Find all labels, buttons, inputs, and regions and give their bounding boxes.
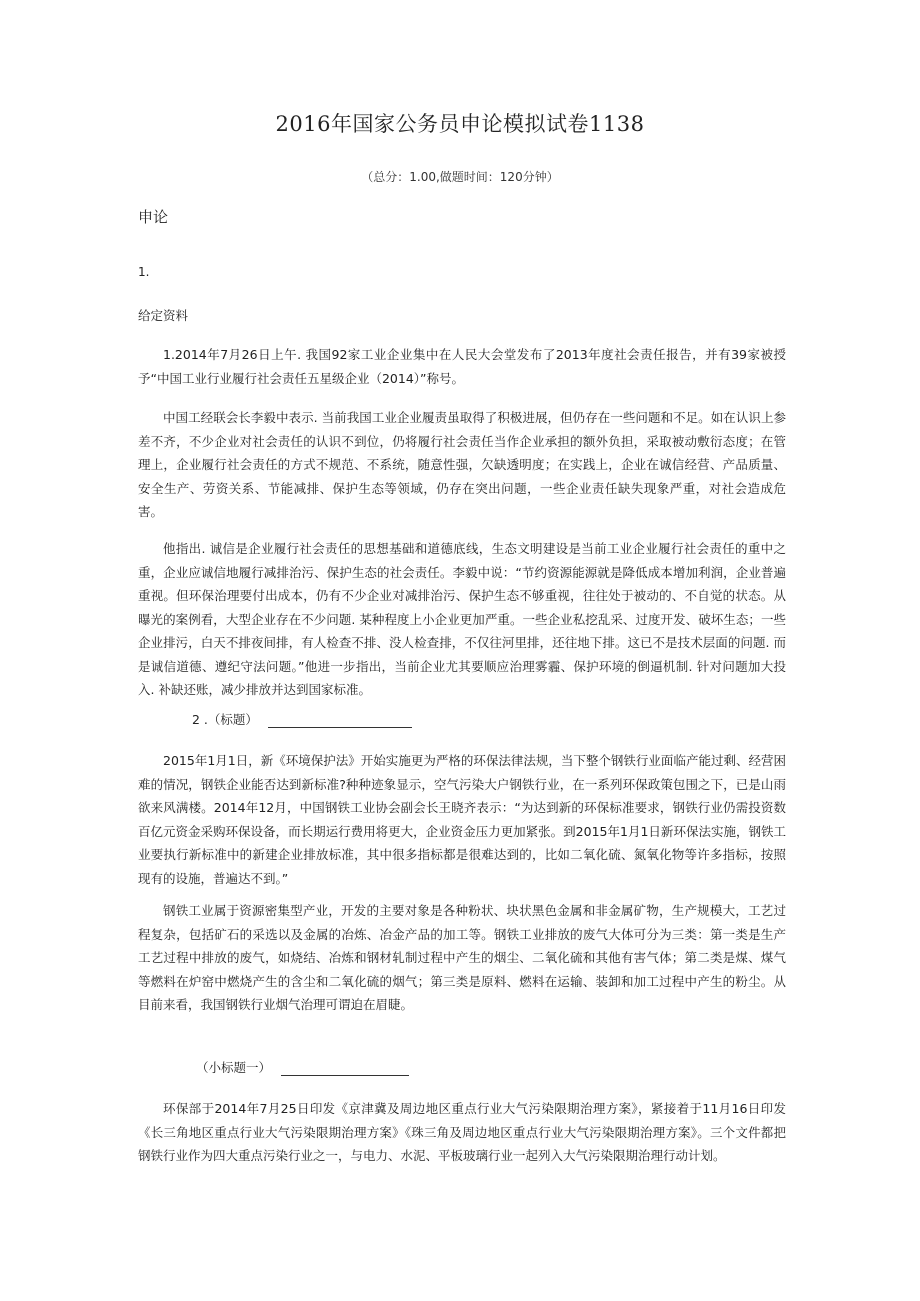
document-title: 2016年国家公务员申论模拟试卷1138 — [275, 112, 645, 136]
paragraph-2: 中国工经联会长李毅中表示. 当前我国工业企业履责虽取得了积极进展，但仍存在一些问题和不足。如在认识上参差不齐，不少企业对社会责任的认识不到位，仍将履行社会责任当作企业承担的额外负担，采取被动敷衍态度；在管理上，企业履行社会责任的方式不规范、不系统，随意性强，欠缺透明度；在实践上，企业在诚信经营、产品质量、安全生产、劳资关系、节能减排、保护生态等领域，仍存在突出问题，一些企业责任缺失现象严重，对社会造成危害。 — [138, 410, 786, 519]
subheading-1-label: （小标题一） — [196, 1060, 272, 1075]
paragraph-5: 钢铁工业属于资源密集型产业，开发的主要对象是各种粉状、块状黑色金属和非金属矿物，生产规模大，工艺过程复杂，包括矿石的采选以及金属的冶炼、冶金产品的加工等。钢铁工业排放的废气大体可分为三类：第一类是生产工艺过程中排放的废气，如烧结、冶炼和钢材轧制过程中产生的烟尘、二氧化硫和其他有害气体；第二类是煤、煤气等燃料在炉窑中燃烧产生的含尘和二氧化硫的烟气；第三类是原料、燃料在运输、装卸和加工过程中产生的粉尘。从目前来看，我国钢铁行业烟气治理可谓迫在眉睫。 — [138, 903, 786, 1012]
exam-meta: （总分：1.00,做题时间：120分钟） — [361, 170, 559, 184]
title-blank[interactable] — [268, 713, 412, 728]
paragraph-1: 1.2014年7月26日上午. 我国92家工业企业集中在人民大会堂发布了2013年度社会责任报告，并有39家被授予“中国工业行业履行社会责任五星级企业（2014）”称号。 — [138, 347, 786, 386]
question-number: 1. — [138, 265, 150, 279]
section-heading: 申论 — [138, 208, 169, 226]
subtitle-blank[interactable] — [281, 1061, 409, 1076]
heading-2-label: 2 .（标题） — [192, 712, 258, 727]
paragraph-6: 环保部于2014年7月25日印发《京津冀及周边地区重点行业大气污染限期治理方案》，紧接着于11月16日印发《长三角地区重点行业大气污染限期治理方案》《珠三角及周边地区重点行业大气污染限期治理方案》。三个文件都把钢铁行业作为四大重点污染行业之一，与电力、水泥、平板玻璃行业一起列入大气污染限期治理行动计划。 — [138, 1101, 786, 1163]
heading-2 — [192, 710, 412, 728]
paragraph-4: 2015年1月1日，新《环境保护法》开始实施更为严格的环保法律法规，当下整个钢铁行业面临产能过剩、经营困难的情况，钢铁企业能否达到新标准?种种迹象显示，空气污染大户钢铁行业，在一系列环保政策包围之下，已是山雨欲来风满楼。2014年12月，中国钢铁工业协会副会长王晓齐表示：“为达到新的环保标准要求，钢铁行业仍需投资数百亿元资金采购环保设备，而长期运行费用将更大，企业资金压力更加紧张。到2015年1月1日新环保法实施，钢铁工业要执行新标准中的新建企业排放标准，其中很多指标都是很难达到的，比如二氧化硫、氮氧化物等许多指标，按照现有的设施，普遍达不到。” — [138, 753, 786, 886]
paragraph-3: 他指出. 诚信是企业履行社会责任的思想基础和道德底线，生态文明建设是当前工业企业履行社会责任的重中之重，企业应诚信地履行减排治污、保护生态的社会责任。李毅中说：“节约资源能源就是降低成本增加利润，企业普遍重视。但环保治理要付出成本，仍有不少企业对减排治污、保护生态不够重视，往往处于被动的、不自觉的状态。从曝光的案例看，大型企业存在不少问题. 某种程度上小企业更加严重。一些企业私挖乱采、过度开发、破坏生态；一些企业排污，白天不排夜间排，有人检查不排、没人检查排，不仅往河里排，还往地下排。这已不是技术层面的问题. 而是诚信道德、遵纪守法问题。”他进一步指出，当前企业尤其要顺应治理雾霾、保护环境的倒逼机制. 针对问题加大投入. 补缺还账，减少排放并达到国家标准。 — [138, 541, 786, 697]
subheading-1 — [196, 1058, 409, 1076]
material-label: 给定资料 — [138, 308, 189, 323]
